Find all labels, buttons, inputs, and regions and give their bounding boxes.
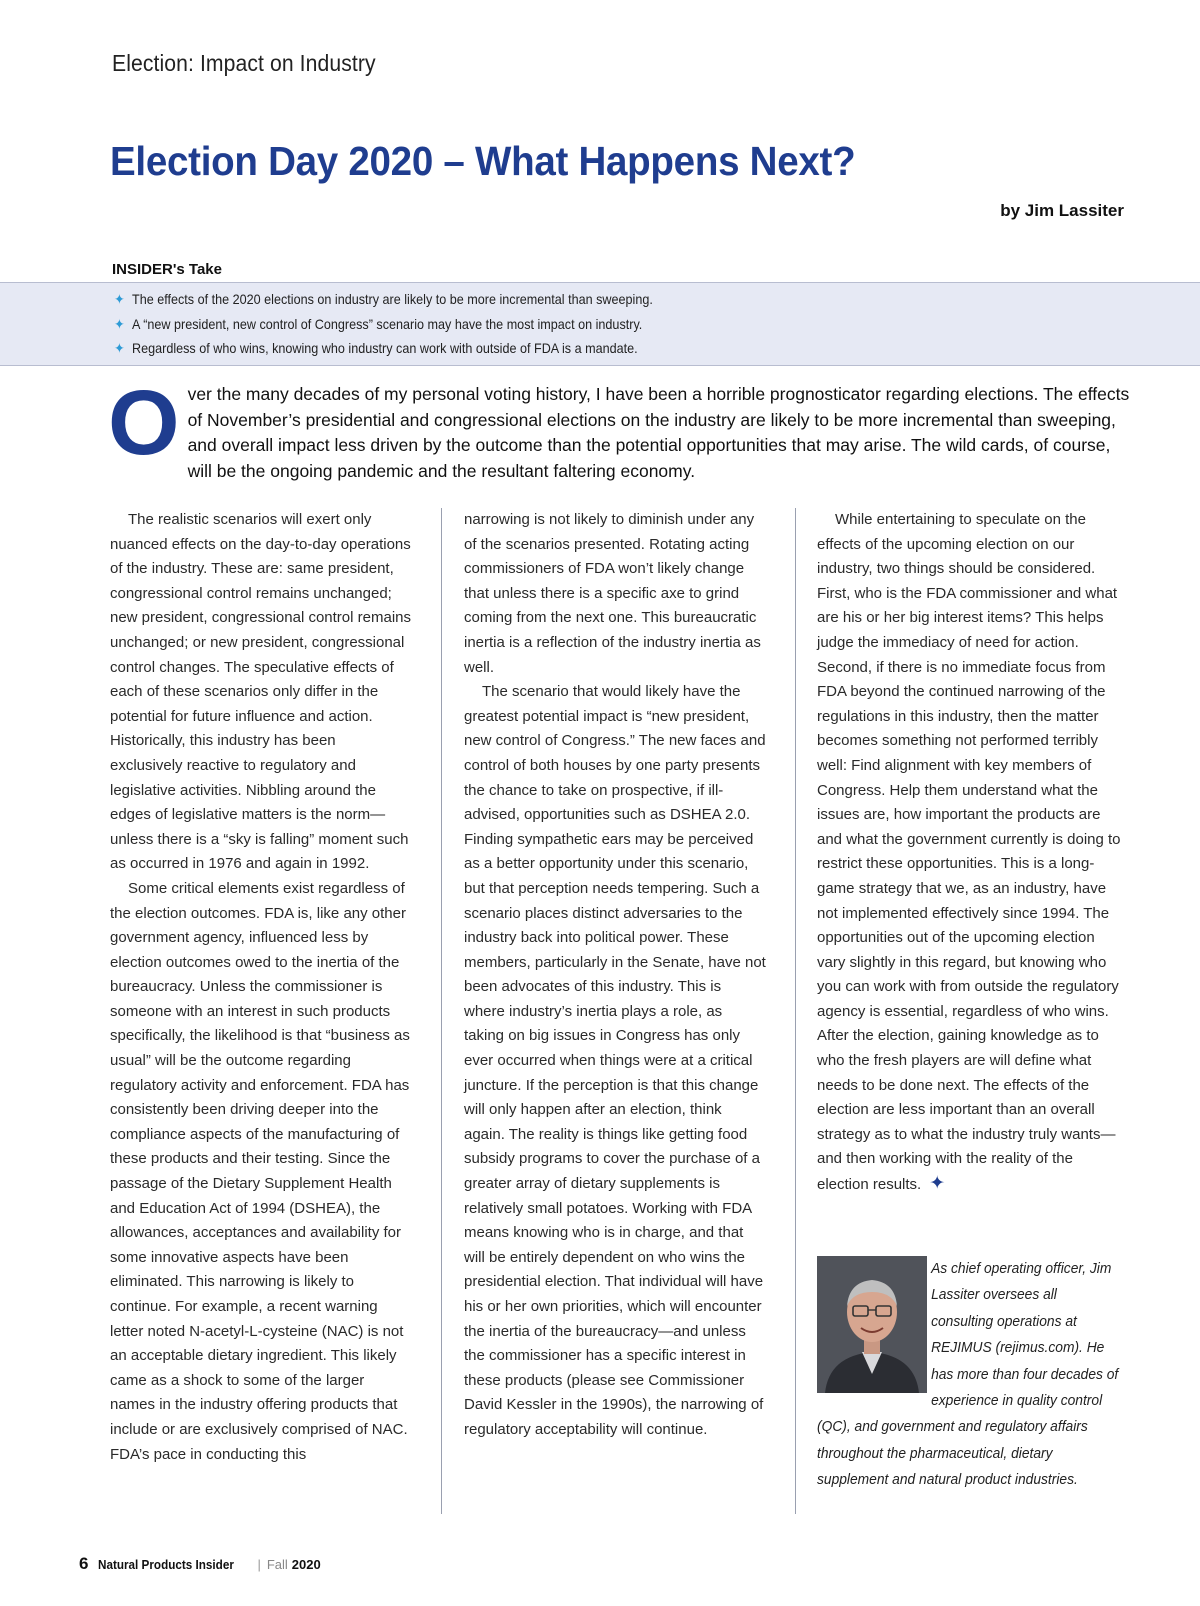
four-point-star-icon: ✦: [114, 340, 125, 356]
takeaways-box: [0, 282, 1200, 366]
four-point-star-icon: ✦: [114, 315, 125, 332]
takeaway-text: A “new president, new control of Congress” scenario may have the most impact on industry.: [132, 315, 643, 332]
issue-season: Fall: [266, 1557, 288, 1572]
page-number: 6: [79, 1554, 89, 1573]
takeaways-list: [0, 283, 1200, 361]
body-paragraph: narrowing is not likely to diminish under any of the scenarios presented. Rotating acting commissioners of FDA won’t likely change that unless there is a specific axe to grind coming from the next one. This bureaucratic inertia is a reflection of the industry inertia as well.: [464, 511, 761, 676]
takeaway-text: Regardless of who wins, knowing who industry can work with outside of FDA is a mandate.: [132, 340, 638, 356]
body-paragraph: [817, 508, 1122, 1198]
page-footer: [79, 1554, 321, 1574]
takeaway-item: [114, 312, 1091, 337]
byline: by Jim Lassiter: [1000, 201, 1124, 220]
bio-text: As chief operating officer, Jim Lassiter oversees all consulting operations at REJIMUS (rejimus.com). He has more than four decades of experience in quality control (QC), and government and regulatory affairs throughout the pharmaceutical, dietary supplement and natural product industries.: [817, 1260, 1119, 1489]
column-divider: [795, 508, 796, 1514]
body-paragraph: The realistic scenarios will exert only nuanced effects on the day-to-day operations of the industry. These are: same president, congressional control remains unchanged; new president, congressional control remains unchanged; or new president, congressional control changes. The speculative effects of each of these scenarios only differ in the potential for future influence and action. Historically, this industry has been exclusively reactive to regulatory and legislative activities. Nibbling around the edges of legislative matters is the norm—unless there is a “sky is falling” moment such as occurred in 1976 and again in 1992.: [110, 511, 411, 873]
body-paragraph: Some critical elements exist regardless of the election outcomes. FDA is, like any other government agency, influenced less by election outcomes owed to the inertia of the bureaucracy. Unless the commissioner is someone with an interest in such products specifically, the likelihood is that “business as usual” will be the outcome regarding regulatory activity and enforcement. FDA has consistently been driving deeper into the compliance aspects of the manufacturing of these products and their testing. Since the passage of the Dietary Supplement Health and Education Act of 1994 (DSHEA), the allowances, acceptances and availability for some innovative aspects have been eliminated. This narrowing is likely to continue. For example, a recent warning letter noted N-acetyl-L-cysteine (NAC) is not an acceptable dietary ingredient. This likely came as a shock to some of the larger names in the industry offering products that include or are exclusively comprised of NAC. FDA’s pace in conducting this: [110, 879, 410, 1463]
footer-separator: |: [257, 1557, 261, 1572]
article-title: Election Day 2020 – What Happens Next?: [110, 138, 856, 184]
takeaway-text: The effects of the 2020 elections on industry are likely to be more incremental than sweeping.: [132, 291, 653, 307]
four-point-star-icon: ✦: [114, 291, 125, 307]
intro-text: ver the many decades of my personal voting history, I have been a horrible prognosticator regarding elections. The effects of November’s presidential and congressional elections on the industry are likely to be more incremental than sweeping, and overall impact less driven by the outcome than the potential opportunities that may arise. The wild cards, of course, will be the ongoing pandemic and the resultant faltering economy.: [187, 384, 1130, 481]
takeaway-item: [114, 287, 1091, 312]
publication-name: Natural Products Insider: [98, 1557, 235, 1572]
author-bio: [817, 1256, 1122, 1494]
drop-cap: O: [108, 372, 180, 474]
column-divider: [441, 508, 442, 1514]
body-column-1: [110, 508, 412, 1467]
body-text: While entertaining to speculate on the effects of the upcoming election on our industry, two things should be considered. First, who is the FDA commissioner and what are his or her big interest items? This helps judge the immediacy of need for action. Second, if there is no immediate focus from FDA beyond the continued narrowing of the regulations in this industry, then the matter becomes something not performed terribly well: Find alignment with key members of Congress. Help them understand what the issues are, how important the products are and what the government currently is doing to restrict these opportunities. This is a long-game strategy that we, as an industry, have not implemented effectively since 1994. The opportunities out of the upcoming election vary slightly in this regard, but knowing who you can work with from outside the regulatory agency is essential, regardless of who wins. After the election, gaining knowledge as to who the fresh players are will define what needs to be done next. The effects of the election are less important than an overall strategy as to what the industry truly wants—and then working with the reality of the election results.: [817, 511, 1121, 1194]
section-label: Election: Impact on Industry: [112, 50, 376, 76]
body-column-2: [464, 508, 766, 1443]
issue-year: 2020: [291, 1557, 321, 1572]
body-paragraph: The scenario that would likely have the greatest potential impact is “new president, new control of Congress.” The new faces and control of both houses by one party presents the chance to take on prospective, if ill-advised, opportunities such as DSHEA 2.0. Finding sympathetic ears may be perceived as a better opportunity under this scenario, but that perception needs tempering. Such a scenario places distinct adversaries to the industry back into political power. These members, particularly in the Senate, have not been advocates of this industry. This is where industry’s inertia plays a role, as taking on big issues in Congress has only ever occurred when things were at a critical juncture. If the perception is that this change will only happen after an election, think again. The reality is things like getting food subsidy programs to cover the purchase of a greater array of dietary supplements is relatively small potatoes. Working with FDA means knowing who is in charge, and that will be entirely dependent on who wins the presidential election. That individual will have his or her own priorities, which will encounter the inertia of the bureaucracy—and unless the commissioner has a specific interest in these products (please see Commissioner David Kessler in the 1990s), the narrowing of regulatory acceptability will continue.: [464, 683, 766, 1438]
article-body: [110, 508, 1126, 1518]
takeaway-item: [114, 336, 1091, 361]
body-column-3: [817, 508, 1122, 1198]
four-point-star-icon: ✦: [929, 1173, 946, 1195]
takeaways-heading: INSIDER's Take: [112, 261, 222, 278]
intro-paragraph: [108, 372, 1130, 484]
